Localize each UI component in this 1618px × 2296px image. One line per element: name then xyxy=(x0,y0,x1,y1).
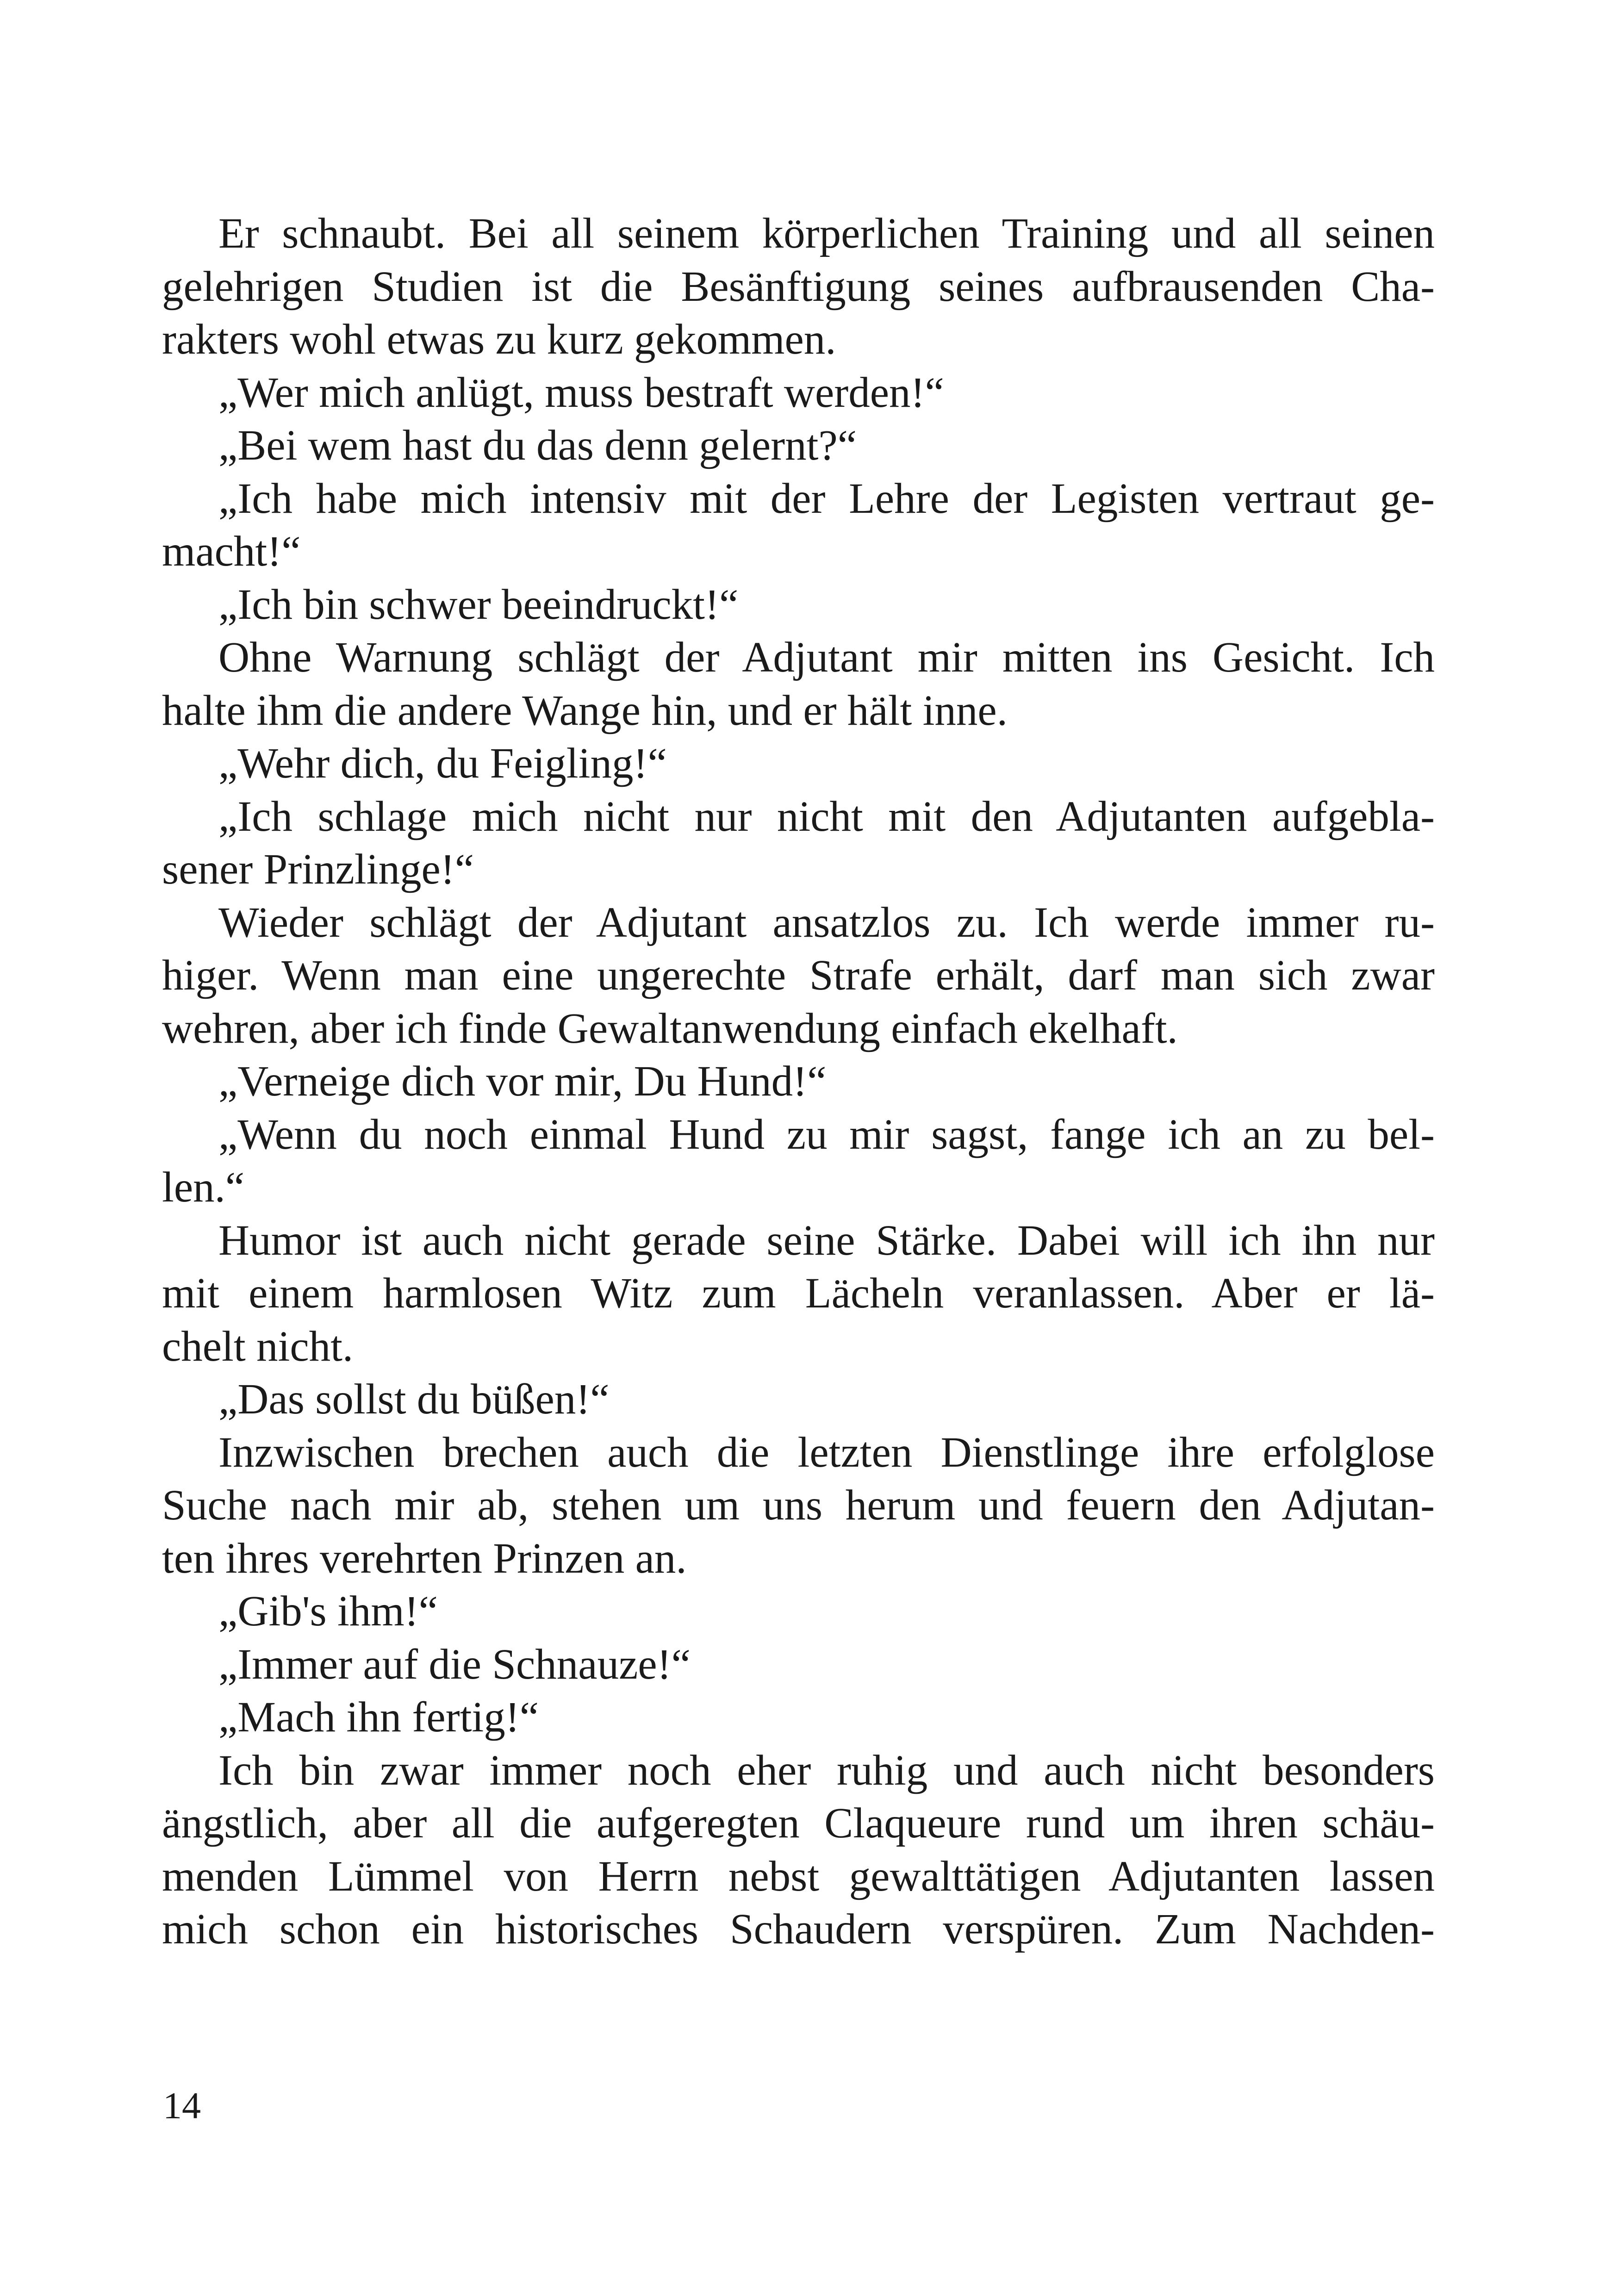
text-line: „Wer mich anlügt, muss bestraft werden!“ xyxy=(218,368,944,417)
text-line: Suche nach mir ab, stehen um uns herum und feuern den Adjutan- xyxy=(162,1481,1435,1529)
text-line: macht!“ xyxy=(162,528,301,575)
text-line: „Wehr dich, du Feigling!“ xyxy=(218,740,667,787)
text-line: „Das sollst du büßen!“ xyxy=(218,1375,610,1423)
text-line: halte ihm die andere Wange hin, und er hält inne. xyxy=(162,686,1008,734)
text-line: rakters wohl etwas zu kurz gekommen. xyxy=(162,316,836,363)
text-line: „Bei wem hast du das denn gelernt?“ xyxy=(218,422,857,469)
text-line: ten ihres verehrten Prinzen an. xyxy=(162,1534,687,1582)
text-line: Inzwischen brechen auch die letzten Dienstlinge ihre erfolglose xyxy=(218,1428,1435,1476)
text-line: „Ich bin schwer beeindruckt!“ xyxy=(218,580,739,628)
page-number: 14 xyxy=(163,2084,201,2127)
text-line: „Ich schlage mich nicht nur nicht mit den Adjutanten aufgebla- xyxy=(218,792,1435,840)
text-line: gelehrigen Studien ist die Besänftigung seines aufbrausenden Cha- xyxy=(162,262,1435,311)
text-line: „Wenn du noch einmal Hund zu mir sagst, fange ich an zu bel- xyxy=(218,1110,1435,1158)
text-line: „Immer auf die Schnauze!“ xyxy=(218,1640,691,1688)
text-line: len.“ xyxy=(162,1164,245,1211)
text-line: chelt nicht. xyxy=(162,1322,354,1370)
text-line: „Verneige dich vor mir, Du Hund!“ xyxy=(218,1058,827,1105)
text-line: Wieder schlägt der Adjutant ansatzlos zu. Ich werde immer ru- xyxy=(218,898,1435,946)
text-line: Ohne Warnung schlägt der Adjutant mir mitten ins Gesicht. Ich xyxy=(218,634,1435,681)
text-line: mit einem harmlosen Witz zum Lächeln veranlassen. Aber er lä- xyxy=(162,1269,1435,1317)
text-line: Ich bin zwar immer noch eher ruhig und auch nicht besonders xyxy=(218,1746,1435,1794)
text-line: Er schnaubt. Bei all seinem körperlichen Training und all seinen xyxy=(218,210,1435,257)
text-line: „Mach ihn fertig!“ xyxy=(218,1693,539,1741)
text-line: Humor ist auch nicht gerade seine Stärke. Dabei will ich ihn nur xyxy=(218,1216,1435,1264)
text-line: „Gib's ihm!“ xyxy=(218,1587,438,1635)
text-line: higer. Wenn man eine ungerechte Strafe erhält, darf man sich zwar xyxy=(162,952,1435,999)
text-line: mich schon ein historisches Schaudern verspüren. Zum Nachden- xyxy=(162,1905,1435,1953)
text-line: menden Lümmel von Herrn nebst gewalttätigen Adjutanten lassen xyxy=(162,1852,1435,1900)
body-text xyxy=(162,207,1435,1956)
text-line: sener Prinzlinge!“ xyxy=(162,846,474,893)
text-line: wehren, aber ich finde Gewaltanwendung einfach ekelhaft. xyxy=(162,1004,1178,1052)
text-line: ängstlich, aber all die aufgeregten Claqueure rund um ihren schäu- xyxy=(162,1799,1435,1847)
text-line: „Ich habe mich intensiv mit der Lehre der Legisten vertraut ge- xyxy=(218,474,1435,523)
